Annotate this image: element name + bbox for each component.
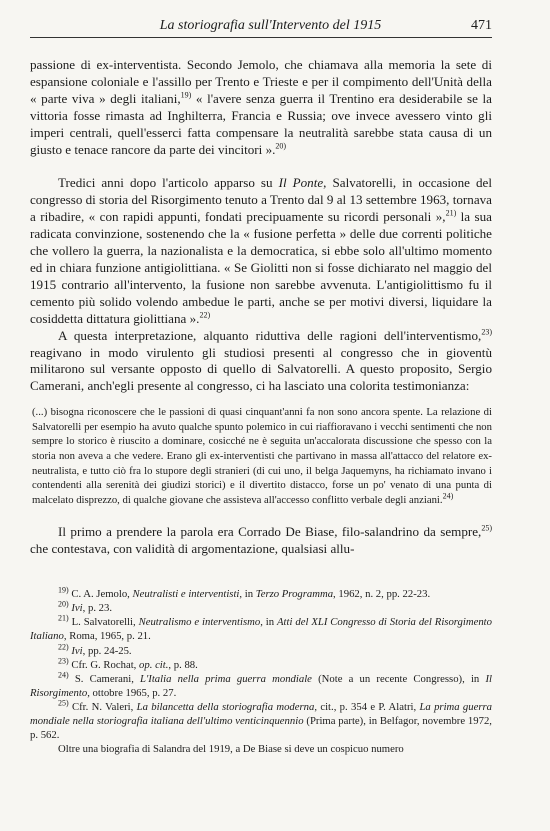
footnote: $^{19)}$ C. A. Jemolo, Neutralisti e interventisti, in Terzo Programma, 1962, n. 2, pp. 22-23. bbox=[58, 585, 431, 601]
footnote-continuation: Oltre una biografia di Salandra del 1919, a De Biase si deve un cospicuo numero bbox=[58, 743, 404, 756]
block-quote: (...) bisogna riconoscere che le passioni di quasi cinquant'anni fa non sono ancora spente. La relazione di Salvatorelli per esempio ha avuto qualche spunto polemico in cui riaffioravano i vecchi sentimenti che non sempre lo storico è riuscito a dominare, cosicché ne è seguita un'accalorata discussione che spesso con la storia non aveva a che vedere. Erano gli ex-interventisti che partivano in massa all'attacco del relatore ex-neutralista, e tutto ciò fra lo stupore degli stranieri (di cui uno, il belga Jaquemyns, ha richiamato invano i contendenti alla serenità dei giudizi storici) e il divertito distacco, forse un po' venato di una punta di malcelato disprezzo, di qualche giovane che assisteva all'accesso conflitto verbale degli anziani.$^{24)}$ bbox=[32, 406, 492, 506]
running-header bbox=[30, 18, 492, 38]
running-title: La storiografia sull'Intervento del 1915 bbox=[159, 18, 382, 33]
paragraph: passione di ex-interventista. Secondo Jemolo, che chiamava alla memoria la sete di espansione coloniale e l'assillo per Trento e Trieste e per il compimento dell'Unità della « parte viva » degli italiani,$^{19)}$ « l'avere senza guerra il Trentino era desiderabile se la vittoria fosse rimasta ad Inghilterra, Francia e Russia; ove invece avessero vinto gli imperi centrali, quell'esserci fatta compensare la neutralità sarebbe stata causa di un giusto e tenace rancore da parte dei vincitori ».$^{20)}$ bbox=[30, 57, 492, 157]
footnote: $^{25)}$ Cfr. N. Valeri, La bilancetta della storiografia moderna, cit., p. 354 e P. Alatri, La prima guerra mondiale nella storiografia italiana dell'ultimo venticinquennio (Prima parte), in Belfagor, novembre 1972, p. 562. bbox=[30, 698, 493, 742]
page bbox=[30, 18, 492, 756]
footnote: $^{21)}$ L. Salvatorelli, Neutralismo e interventismo, in Atti del XLI Congresso di Storia del Risorgimento Italiano, Roma, 1965, p. 21. bbox=[30, 613, 492, 643]
footnotes bbox=[30, 587, 492, 756]
body-text bbox=[30, 57, 492, 558]
footnote: $^{23)}$ Cfr. G. Rochat, op. cit., p. 88. bbox=[58, 656, 198, 671]
footnote: $^{20)}$ Ivi, p. 23. bbox=[58, 599, 113, 615]
footnote: $^{22)}$ Ivi, pp. 24-25. bbox=[58, 642, 132, 657]
page-number: 471 bbox=[470, 18, 492, 33]
footnote: $^{24)}$ S. Camerani, L'Italia nella prima guerra mondiale (Note a un recente Congresso), in Il Risorgimento, ottobre 1965, p. 27. bbox=[30, 670, 492, 699]
paragraph: Il primo a prendere la parola era Corrado De Biase, filo-salandrino da sempre,$^{25)}$ che contestava, con validità di argomentazione, qualsiasi allu- bbox=[30, 524, 492, 557]
paragraph: Tredici anni dopo l'articolo apparso su Il Ponte, Salvatorelli, in occasione del congresso di storia del Risorgimento tenuto a Trento dal 9 al 13 settembre 1963, tornava a ribadire, « con rapidi appunti, fondati precipuamente su ricordi personali »,$^{21)}$ la sua radicata convinzione, sostenendo che la « fusione perfetta » delle due correnti politiche che vollero la guerra, la nazionalista e la democratica, si ebbe solo all'ultimo momento ed in chiara funzione antigiolittiana. « Se Giolitti non si fosse dichiarato nel maggio del 1915 contrario all'intervento, la fusione non sarebbe avvenuta. L'antigiolittismo fu il cemento più solido volendo ambedue le parti, anche se per motivi diversi, liquidare la cosiddetta dittatura giolittiana ».$^{22)}$ bbox=[30, 175, 492, 326]
paragraph: A questa interpretazione, alquanto riduttiva delle ragioni dell'interventismo,$^{23)}$ reagivano in modo virulento gli studiosi presenti al congresso che in gioventù militarono sul versante opposto di quello di Salvatorelli. A questo proposito, Sergio Camerani, anch'egli presente al congresso, ci ha lasciato una colorita testimonianza: bbox=[30, 327, 492, 394]
